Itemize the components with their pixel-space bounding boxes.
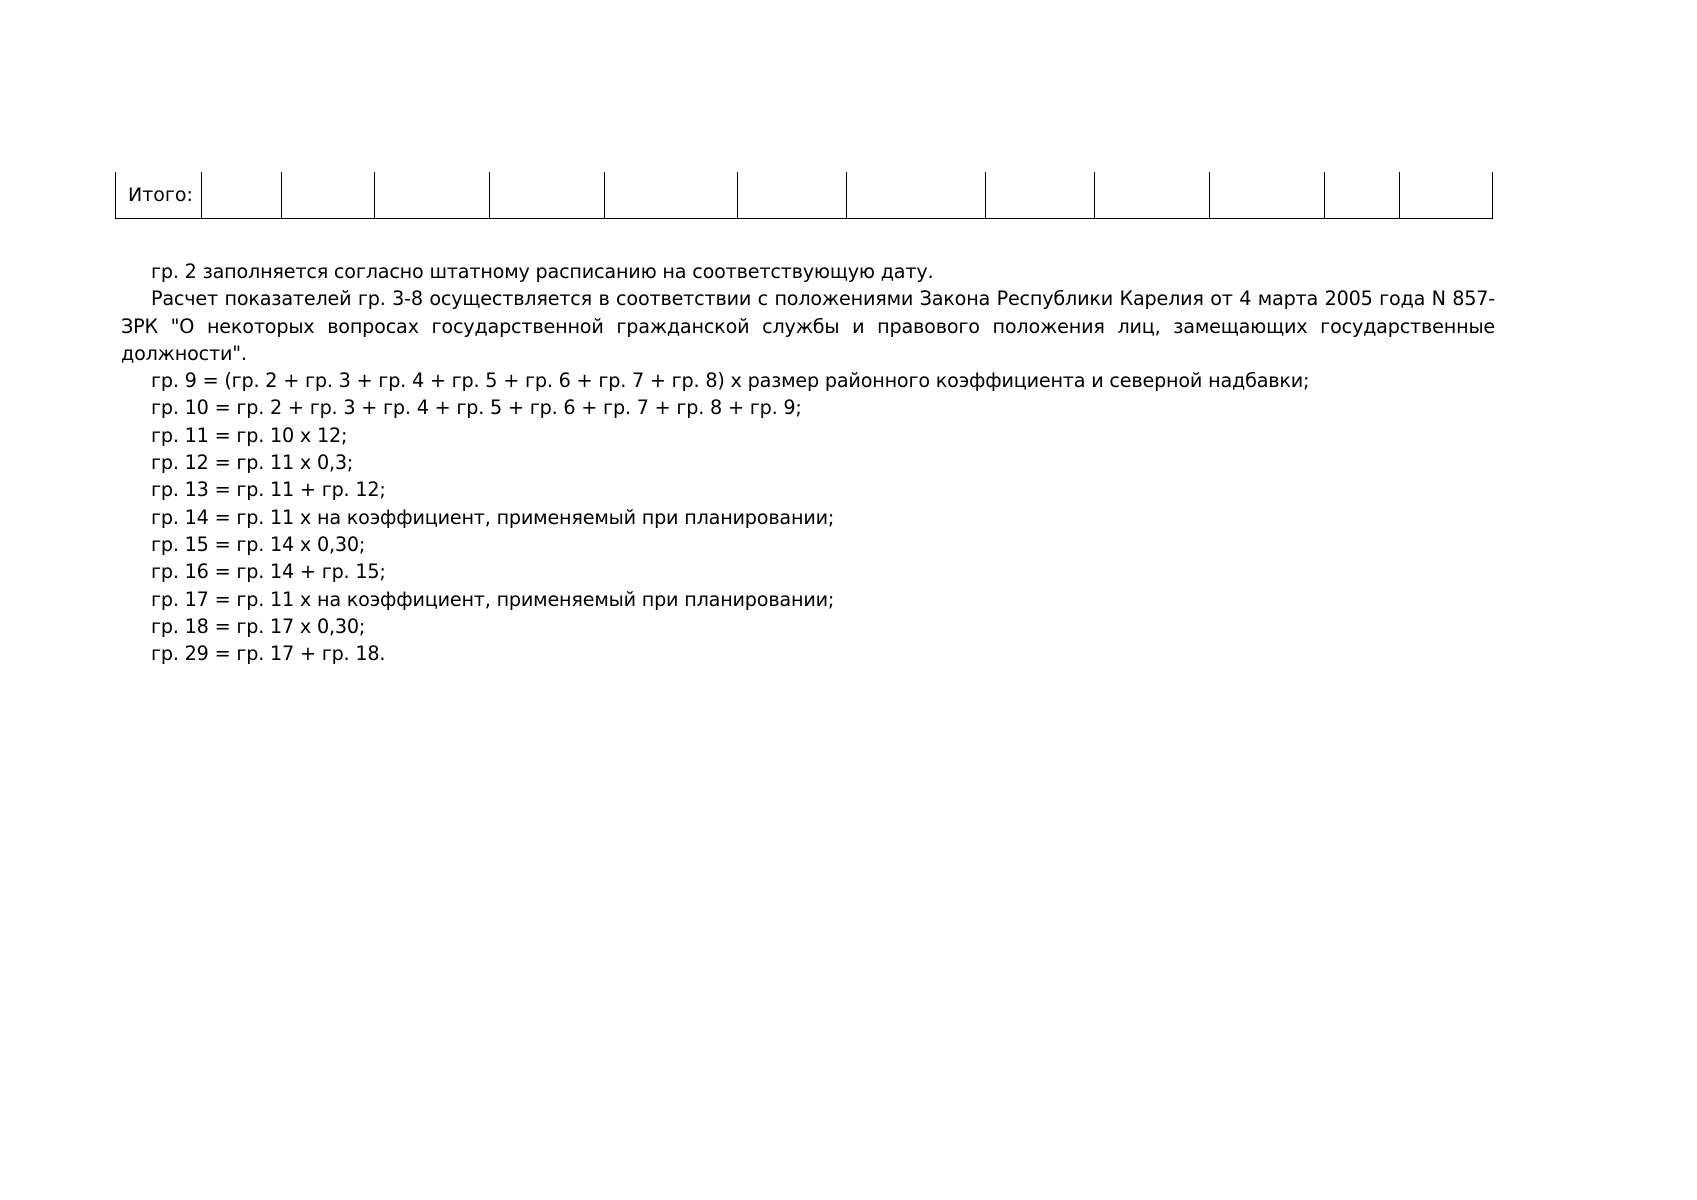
total-cell xyxy=(1400,172,1493,219)
note-paragraph: гр. 10 = гр. 2 + гр. 3 + гр. 4 + гр. 5 + гр. 6 + гр. 7 + гр. 8 + гр. 9; xyxy=(151,396,802,420)
totals-row xyxy=(116,172,1493,219)
total-cell xyxy=(605,172,738,219)
note-paragraph: гр. 16 = гр. 14 + гр. 15; xyxy=(151,560,386,584)
total-cell xyxy=(1095,172,1210,219)
note-paragraph: гр. 11 = гр. 10 х 12; xyxy=(151,423,348,447)
note-paragraph: гр. 17 = гр. 11 х на коэффициент, применяемый при планировании; xyxy=(151,587,835,611)
note-paragraph: Расчет показателей гр. 3-8 осуществляется в соответствии с положениями Закона Республики Карелия от 4 марта 2005 года N 857-ЗРК "О некоторых вопросах государственной гражданской службы и правового положения лиц, замещающих государственные должности". xyxy=(121,287,1495,365)
note-paragraph: гр. 12 = гр. 11 х 0,3; xyxy=(151,451,354,475)
note-paragraph: гр. 18 = гр. 17 х 0,30; xyxy=(151,614,366,638)
totals-table xyxy=(115,172,1493,219)
note-paragraph: гр. 15 = гр. 14 х 0,30; xyxy=(151,532,366,556)
note-paragraph: гр. 13 = гр. 11 + гр. 12; xyxy=(151,478,386,502)
total-label: Итого: xyxy=(116,172,202,219)
total-cell xyxy=(986,172,1095,219)
total-cell xyxy=(282,172,375,219)
total-cell xyxy=(1325,172,1400,219)
total-cell xyxy=(847,172,986,219)
total-cell xyxy=(375,172,490,219)
total-cell xyxy=(490,172,605,219)
note-paragraph: гр. 14 = гр. 11 х на коэффициент, применяемый при планировании; xyxy=(151,505,835,529)
note-paragraph: гр. 29 = гр. 17 + гр. 18. xyxy=(151,642,386,666)
total-cell xyxy=(738,172,847,219)
total-cell xyxy=(1210,172,1325,219)
column-notes xyxy=(121,258,1495,667)
note-paragraph: гр. 2 заполняется согласно штатному расписанию на соответствующую дату. xyxy=(151,260,934,283)
note-paragraph: гр. 9 = (гр. 2 + гр. 3 + гр. 4 + гр. 5 + гр. 6 + гр. 7 + гр. 8) х размер районного коэффициента и северной надбавки; xyxy=(151,369,1310,393)
total-cell xyxy=(202,172,282,219)
